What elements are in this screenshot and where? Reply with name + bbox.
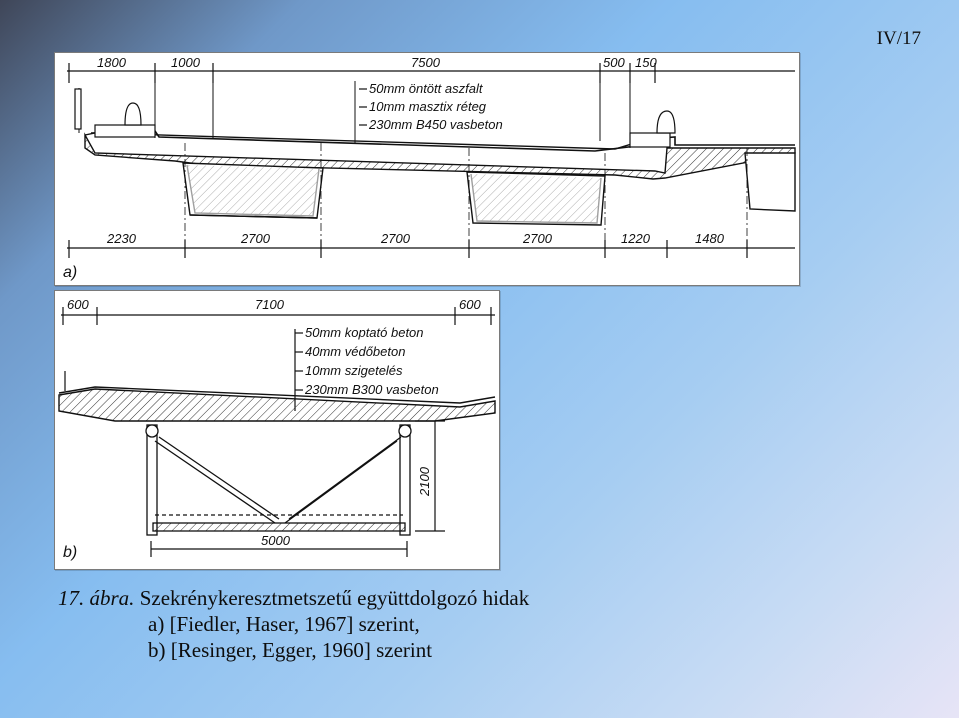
- figure-panel-a: [54, 52, 800, 286]
- page-number: IV/17: [876, 28, 921, 49]
- curb-left: [75, 89, 155, 137]
- caption-source-a: a) [Fiedler, Haser, 1967] szerint,: [148, 612, 420, 636]
- layer-b-4: 230mm B300 vasbeton: [305, 382, 439, 397]
- bottom-dimension-line: [67, 240, 795, 258]
- cross-section-b-drawing: [55, 291, 499, 569]
- dim-a-bottom-2230: 2230: [107, 231, 136, 246]
- dim-a-bottom-1480: 1480: [695, 231, 724, 246]
- dim-b-width-5000: 5000: [261, 533, 290, 548]
- layer-b-1: 50mm koptató beton: [305, 325, 424, 340]
- dim-b-top-600-right: 600: [459, 297, 481, 312]
- box-girder-right: [745, 153, 795, 211]
- dim-a-bottom-2700-3: 2700: [523, 231, 552, 246]
- cross-section-a-drawing: [55, 53, 799, 285]
- layer-a-1: 50mm öntött aszfalt: [369, 81, 483, 96]
- panel-a-label: a): [63, 264, 78, 281]
- dim-a-top-7500: 7500: [411, 55, 440, 70]
- caption-source-b: b) [Resinger, Egger, 1960] szerint: [148, 638, 433, 662]
- steel-box-girder: [146, 425, 411, 535]
- panel-b-label: b): [63, 544, 78, 561]
- layer-b-2: 40mm védőbeton: [305, 344, 406, 359]
- figure-title: Szekrénykeresztmetszetű együttdolgozó hidak: [139, 586, 530, 610]
- layer-a-3: 230mm B450 vasbeton: [369, 117, 503, 132]
- dim-a-bottom-2700-2: 2700: [381, 231, 410, 246]
- curb-right: [630, 111, 675, 147]
- dim-a-bottom-2700-1: 2700: [241, 231, 270, 246]
- figure-label: 17. ábra.: [58, 586, 135, 610]
- dim-a-top-150: 150: [635, 55, 657, 70]
- layer-b-3: 10mm szigetelés: [305, 363, 403, 378]
- dim-b-top-7100: 7100: [255, 297, 284, 312]
- box-girder-middle: [467, 172, 605, 225]
- dim-b-top-600-left: 600: [67, 297, 89, 312]
- dim-a-top-500: 500: [603, 55, 625, 70]
- figure-panel-b: [54, 290, 500, 570]
- dim-b-height-2100: 2100: [417, 467, 432, 496]
- dim-a-top-1000: 1000: [171, 55, 200, 70]
- figure-caption: [58, 585, 938, 663]
- dim-a-bottom-1220: 1220: [621, 231, 650, 246]
- dim-a-top-1800: 1800: [97, 55, 126, 70]
- box-girder-left: [183, 163, 323, 218]
- layer-a-2: 10mm masztix réteg: [369, 99, 487, 114]
